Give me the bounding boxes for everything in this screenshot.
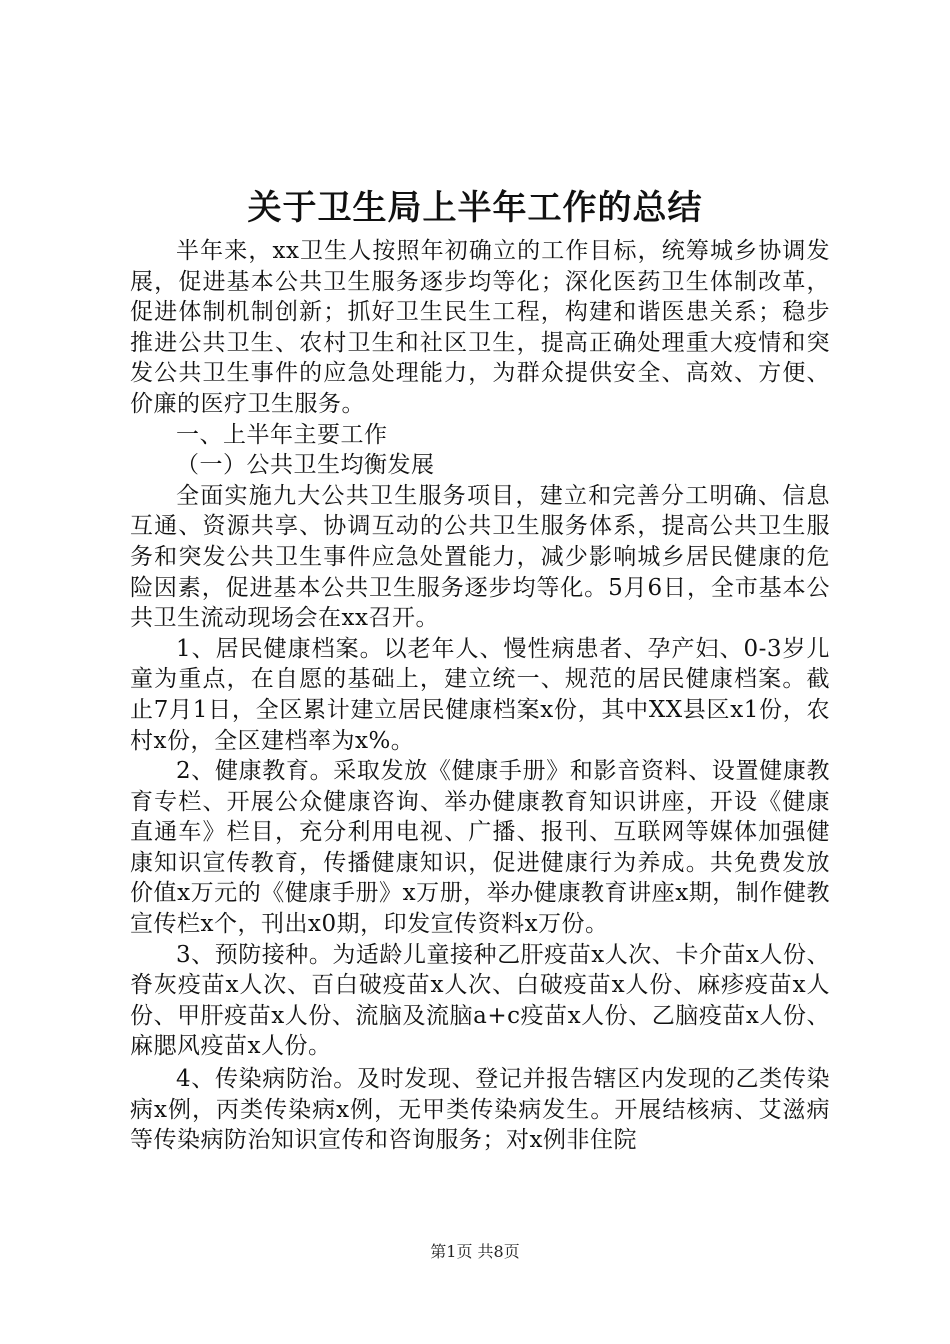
- paragraph-public-health: 全面实施九大公共卫生服务项目，建立和完善分工明确、信息互通、资源共享、协调互动的公共卫生服务体系，提高公共卫生服务和突发公共卫生事件应急处置能力，减少影响城乡居民健康的危险因素，促进基本公共卫生服务逐步均等化。5月6日，全市基本公共卫生流动现场会在xx召开。: [130, 482, 830, 632]
- paragraph-infectious-disease: 4、传染病防治。及时发现、登记并报告辖区内发现的乙类传染病x例，丙类传染病x例，无甲类传染病发生。开展结核病、艾滋病等传染病防治知识宣传和咨询服务；对x例非住院: [130, 1066, 830, 1154]
- document-title: 关于卫生局上半年工作的总结: [247, 188, 703, 228]
- paragraph-vaccination: 3、预防接种。为适龄儿童接种乙肝疫苗x人次、卡介苗x人份、脊灰疫苗x人次、百白破疫苗x人次、白破疫苗x人份、麻疹疫苗x人份、甲肝疫苗x人份、流脑及流脑a+c疫苗x人份、乙脑疫苗x人份、麻腮风疫苗x人份。: [130, 941, 830, 1060]
- paragraph-health-education: 2、健康教育。采取发放《健康手册》和影音资料、设置健康教育专栏、开展公众健康咨询、举办健康教育知识讲座，开设《健康直通车》栏目，充分利用电视、广播、报刊、互联网等媒体加强健康知识宣传教育，传播健康知识，促进健康行为养成。共免费发放价值x万元的《健康手册》x万册，举办健康教育讲座x期，制作健教宣传栏x个，刊出x0期，印发宣传资料x万份。: [130, 758, 830, 938]
- section-heading: 一、上半年主要工作: [176, 421, 388, 448]
- document-body: [130, 236, 830, 1156]
- subsection-heading: （一）公共卫生均衡发展: [176, 452, 435, 479]
- paragraph-intro: 半年来，xx卫生人按照年初确立的工作目标，统筹城乡协调发展，促进基本公共卫生服务逐步均等化；深化医药卫生体制改革，促进体制机制创新；抓好卫生民生工程，构建和谐医患关系；稳步推进公共卫生、农村卫生和社区卫生，提高正确处理重大疫情和突发公共卫生事件的应急处理能力，为群众提供安全、高效、方便、价廉的医疗卫生服务。: [130, 238, 830, 417]
- page-footer: 第1页 共8页: [430, 1242, 520, 1261]
- paragraph-health-records: 1、居民健康档案。以老年人、慢性病患者、孕产妇、0-3岁儿童为重点，在自愿的基础上，建立统一、规范的居民健康档案。截止7月1日，全区累计建立居民健康档案x份，其中XX县区x1份，农村x份，全区建档率为x%。: [130, 635, 830, 754]
